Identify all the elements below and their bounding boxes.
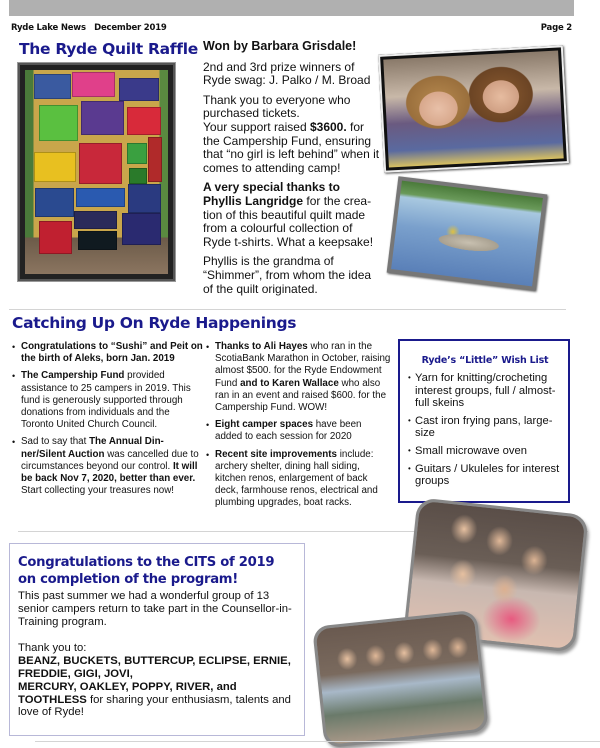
happenings-item [11,436,203,497]
item-text: provided assistance to 25 campers in 2019. This fund is generously supported through donations from individuals and the Toronto United Church Council. [21,370,191,431]
publication-name: Ryde Lake News [11,23,86,33]
item-bold: Recent site improvements [215,448,337,460]
raffle-special-prefix: A very special thanks to Phyllis Langridge [203,180,340,208]
cit-thanks-label: Thank you to: [18,642,87,655]
raffle-special-thanks [203,181,381,249]
raffle-support-amount: $3600. [309,119,347,134]
wish-list-item: • Guitars / Ukuleles for interest groups [408,463,562,488]
section-divider [9,309,566,310]
top-banner-bar [9,0,574,16]
cit-names-line-1: BEANZ, BUCKETS, BUTTERCUP, ECLIPSE, ERNIE, FREDDIE, GIGI, JOVI, [18,655,291,680]
issue-date: December 2019 [94,23,167,33]
wish-list-box [398,339,570,503]
cit-closing: for sharing your enthusiasm, talents and love of Ryde! [18,693,291,719]
raft-lake-image [391,181,543,287]
raffle-support-suffix: for the Campership Fund, ensuring that “no girl is left behind” when it comes to attending camp! [203,119,380,175]
item-text: who also ran in an event and raised $600. for the Campership Fund. WOW! [215,377,387,414]
page-number: Page 2 [540,23,572,33]
happenings-item [205,341,391,414]
wish-list-title: Ryde’s “Little” Wish List [421,355,549,366]
running-header-left [11,23,167,33]
quilt-photo-frame [18,63,175,281]
cit-seated-photo [312,610,489,748]
cit-title: Congratulations to the CITS of 2019 on completion of the program! [18,555,275,587]
campers-dining-photo [378,45,569,173]
raffle-special-suffix: for the crea-tion of this beautiful quilt made from a colourful collection of Ryde t-shirts. What a keepsake! [203,193,374,249]
happenings-title: Catching Up On Ryde Happenings [12,314,297,332]
item-bold: Thanks to Ali Hayes [215,341,308,352]
happenings-column-1 [11,341,203,502]
item-bold: Congratulations to “Sushi” and Peit on the birth of Aleks, born Jan. 2019 [21,341,203,365]
cit-thanks [18,642,296,719]
raffle-title: The Ryde Quilt Raffle [19,40,198,58]
raffle-runners-up: 2nd and 3rd prize winners of Ryde swag: J. Palko / M. Broad [203,59,371,88]
item-bold: Eight camper spaces [215,419,314,431]
item-text: Sad to say that [21,436,90,448]
raffle-thanks [203,94,381,176]
raffle-thanks-line: Thank you to everyone who purchased tickets. [203,92,351,121]
item-text: have been added to each session for 2020 [215,419,362,443]
item-text: who ran in the ScotiaBank Marathon in October, raising almost $500. for the Ryde Endowment Fund [215,341,391,389]
happenings-column-2 [205,341,391,515]
campers-dining-image [383,50,563,167]
happenings-item [205,419,391,443]
item-text: Start collecting your treasures now! [21,485,175,497]
item-text: include: archery shelter, dining hall siding, kitchen renos, enlargement of back deck, farmhouse renos, electrical and plumbing upgrades, boat racks. [215,448,378,509]
cit-article-box [9,543,305,736]
footer-divider [35,741,600,742]
cit-seated-image [315,613,485,745]
raffle-article [203,40,381,302]
raffle-winner: Won by Barbara Grisdale! [203,39,357,53]
item-bold: It will be back Nov 7, 2020, better than ever. [21,460,198,485]
wish-list-item: • Small microwave oven [408,445,562,458]
raffle-support-prefix: Your support raised [203,119,310,134]
item-text: was cancelled due to circumstances beyond our control. [21,448,199,472]
item-bold: The Annual Din-ner/Silent Auction [21,436,164,460]
cit-intro: This past summer we had a wonderful group of 13 senior campers return to take part in the Counsellor-in-Training program. [18,590,292,628]
happenings-item [205,449,391,510]
cit-names-line-2: MERCURY, OAKLEY, POPPY, RIVER, and TOOTHLESS [18,680,237,706]
happenings-item [11,370,203,431]
quilt-photo [25,70,168,274]
raffle-grandma-note: Phyllis is the grandma of “Shimmer”, from whom the idea of the quilt originated. [203,254,372,296]
item-bold: The Campership Fund [21,370,125,382]
item-bold: and to Karen Wallace [240,377,339,389]
raft-lake-photo [387,176,548,291]
wish-list-item: • Cast iron frying pans, large-size [408,415,562,440]
wish-list-item: • Yarn for knitting/crocheting interest groups, full / almost-full skeins [408,372,562,410]
happenings-item [11,341,203,365]
